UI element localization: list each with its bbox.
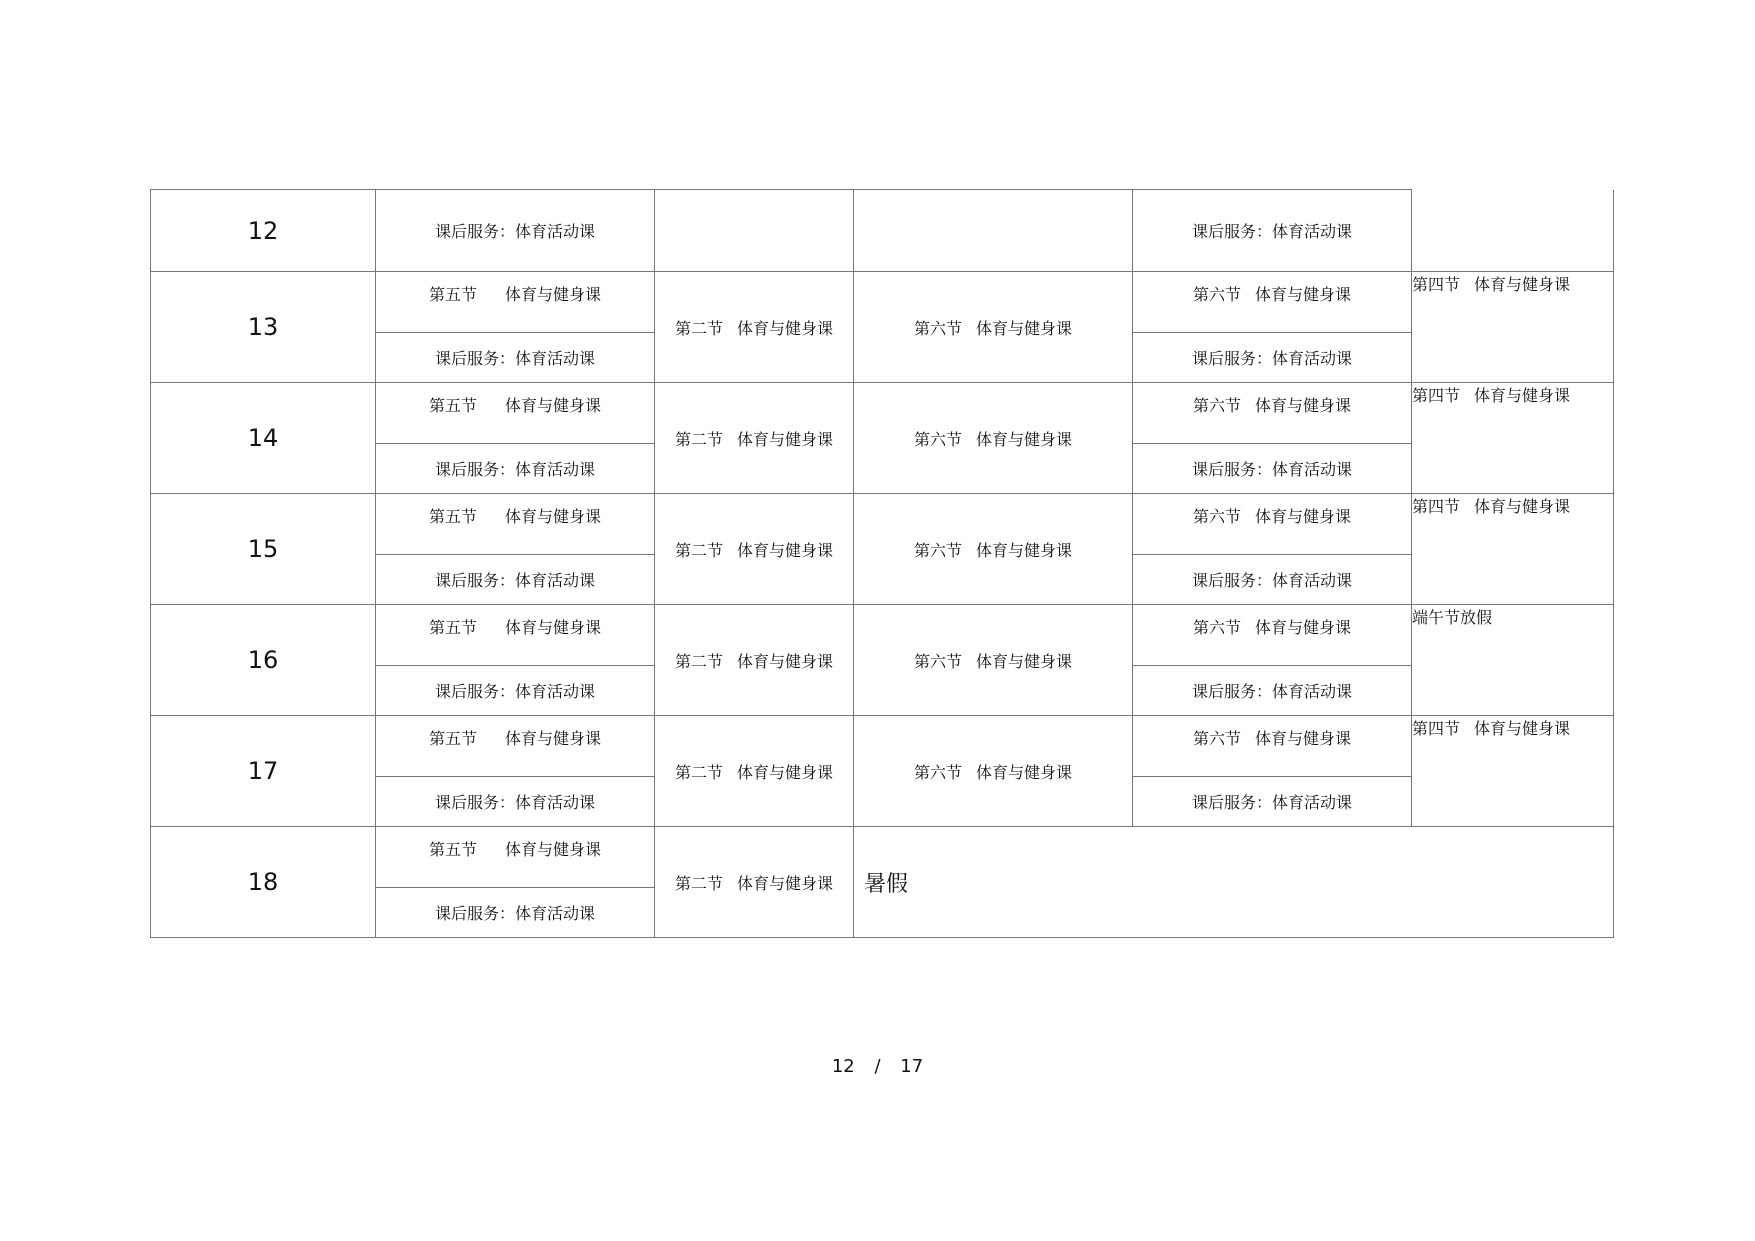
week-number: 16 xyxy=(151,605,376,716)
after-school-cell: 课后服务：体育活动课 xyxy=(376,190,655,272)
tuesday-cell: 第二节 体育与健身课 xyxy=(655,605,854,716)
week-number: 14 xyxy=(151,383,376,494)
after-school-entry: 课后服务：体育活动课 xyxy=(376,554,654,605)
page-separator: / xyxy=(874,1056,881,1077)
monday-cell xyxy=(376,383,655,494)
friday-cell: 第四节 体育与健身课 xyxy=(1412,383,1614,494)
wednesday-cell: 第六节 体育与健身课 xyxy=(854,605,1133,716)
table-row xyxy=(151,190,1614,272)
tuesday-cell: 第二节 体育与健身课 xyxy=(655,494,854,605)
after-school-entry: 课后服务：体育活动课 xyxy=(376,887,654,938)
thursday-cell xyxy=(1133,716,1412,827)
table-row xyxy=(151,383,1614,494)
after-school-entry: 课后服务：体育活动课 xyxy=(1133,332,1411,383)
table-row xyxy=(151,494,1614,605)
lesson-entry: 第六节 体育与健身课 xyxy=(1192,396,1352,415)
week-number: 13 xyxy=(151,272,376,383)
lesson-entry: 第六节 体育与健身课 xyxy=(1192,285,1352,304)
week-number: 17 xyxy=(151,716,376,827)
week-number: 18 xyxy=(151,827,376,938)
after-school-entry: 课后服务：体育活动课 xyxy=(376,332,654,383)
table-row xyxy=(151,716,1614,827)
page-number xyxy=(0,1056,1755,1077)
week-number: 12 xyxy=(151,190,376,272)
thursday-cell xyxy=(1133,494,1412,605)
monday-cell xyxy=(376,272,655,383)
after-school-entry: 课后服务：体育活动课 xyxy=(1133,443,1411,494)
table-row xyxy=(151,605,1614,716)
empty-cell xyxy=(1412,190,1614,272)
lesson-entry: 第五节 体育与健身课 xyxy=(428,396,602,415)
empty-cell xyxy=(655,190,854,272)
lesson-entry: 第五节 体育与健身课 xyxy=(428,729,602,748)
table-row xyxy=(151,827,1614,938)
lesson-entry: 第五节 体育与健身课 xyxy=(428,840,602,859)
lesson-entry: 第六节 体育与健身课 xyxy=(1192,507,1352,526)
after-school-entry: 课后服务：体育活动课 xyxy=(376,443,654,494)
wednesday-cell: 第六节 体育与健身课 xyxy=(854,716,1133,827)
current-page: 12 xyxy=(831,1056,855,1077)
holiday-note: 端午节放假 xyxy=(1412,605,1614,716)
monday-cell xyxy=(376,494,655,605)
monday-cell xyxy=(376,716,655,827)
table-row xyxy=(151,272,1614,383)
summer-vacation-cell: 暑假 xyxy=(854,827,1614,938)
after-school-entry: 课后服务：体育活动课 xyxy=(376,776,654,827)
tuesday-cell: 第二节 体育与健身课 xyxy=(655,383,854,494)
empty-cell xyxy=(854,190,1133,272)
lesson-entry: 第五节 体育与健身课 xyxy=(428,618,602,637)
wednesday-cell: 第六节 体育与健身课 xyxy=(854,494,1133,605)
tuesday-cell: 第二节 体育与健身课 xyxy=(655,272,854,383)
monday-cell xyxy=(376,605,655,716)
wednesday-cell: 第六节 体育与健身课 xyxy=(854,383,1133,494)
wednesday-cell: 第六节 体育与健身课 xyxy=(854,272,1133,383)
friday-cell: 第四节 体育与健身课 xyxy=(1412,716,1614,827)
thursday-cell xyxy=(1133,272,1412,383)
after-school-entry: 课后服务：体育活动课 xyxy=(1133,665,1411,716)
lesson-entry: 第五节 体育与健身课 xyxy=(428,507,602,526)
monday-cell xyxy=(376,827,655,938)
thursday-cell xyxy=(1133,383,1412,494)
total-pages: 17 xyxy=(900,1056,924,1077)
week-number: 15 xyxy=(151,494,376,605)
friday-cell: 第四节 体育与健身课 xyxy=(1412,272,1614,383)
pe-schedule-table xyxy=(150,189,1614,938)
lesson-entry: 第六节 体育与健身课 xyxy=(1192,618,1352,637)
friday-cell: 第四节 体育与健身课 xyxy=(1412,494,1614,605)
after-school-cell: 课后服务：体育活动课 xyxy=(1133,190,1412,272)
tuesday-cell: 第二节 体育与健身课 xyxy=(655,716,854,827)
lesson-entry: 第五节 体育与健身课 xyxy=(428,285,602,304)
after-school-entry: 课后服务：体育活动课 xyxy=(1133,554,1411,605)
tuesday-cell: 第二节 体育与健身课 xyxy=(655,827,854,938)
after-school-entry: 课后服务：体育活动课 xyxy=(376,665,654,716)
lesson-entry: 第六节 体育与健身课 xyxy=(1192,729,1352,748)
thursday-cell xyxy=(1133,605,1412,716)
after-school-entry: 课后服务：体育活动课 xyxy=(1133,776,1411,827)
